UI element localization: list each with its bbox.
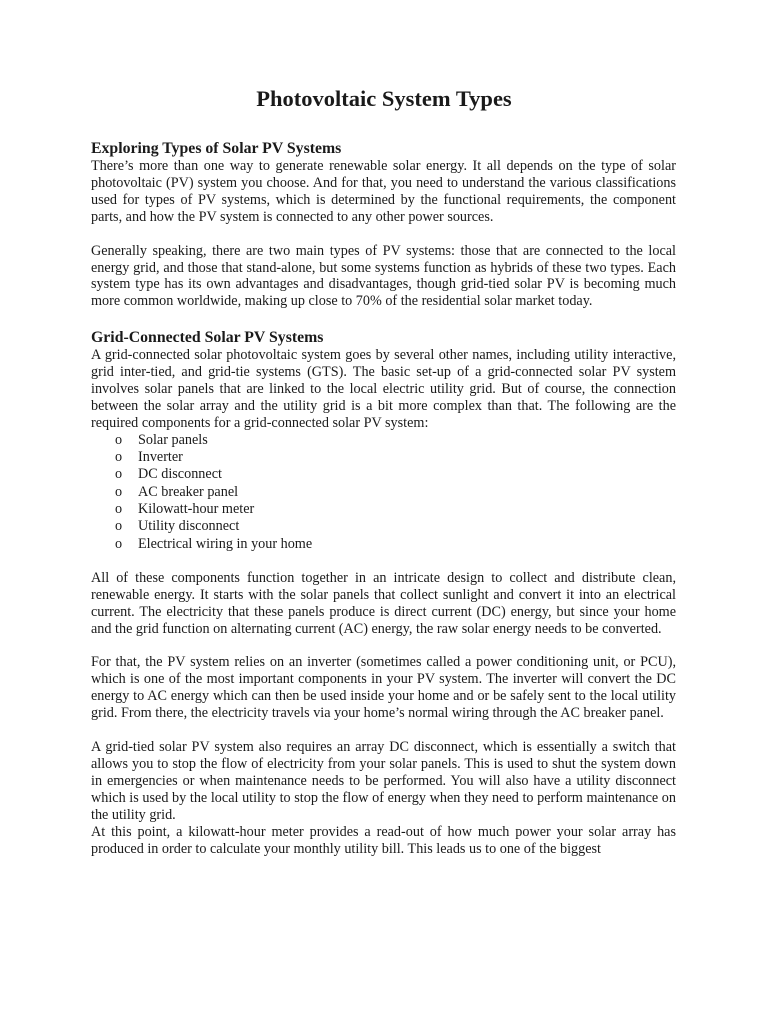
document-title: Photovoltaic System Types: [256, 86, 512, 111]
component-list-item: [91, 449, 676, 466]
paragraph-meter: At this point, a kilowatt-hour meter provides a read-out of how much power your solar array has produced in order to calculate your monthly utility bill. This leads us to one of the biggest: [91, 823, 676, 857]
bullet-marker: o: [115, 500, 123, 517]
paragraph-spacer: [91, 722, 676, 739]
document-body: [91, 140, 676, 857]
component-list-item: [91, 536, 676, 553]
paragraph-spacer: [91, 226, 676, 243]
bullet-marker: o: [115, 466, 123, 483]
paragraph-intro: There’s more than one way to generate renewable solar energy. It all depends on the type of solar photovoltaic (PV) system you choose. And for that, you need to understand the various classifications used for types of PV systems, which is determined by the functional requirements, the component parts, and how the PV system is connected to any other power sources.: [91, 158, 676, 225]
bullet-marker: o: [115, 483, 123, 500]
component-list-item-text: Inverter: [138, 449, 183, 466]
paragraph-spacer: [91, 553, 676, 570]
component-list-item-text: Solar panels: [138, 431, 208, 448]
section-heading-grid-connected: Grid-Connected Solar PV Systems: [91, 329, 324, 347]
paragraph-spacer: [91, 637, 676, 654]
component-list: [91, 432, 676, 553]
section-spacer: [91, 310, 676, 329]
bullet-marker: o: [115, 535, 123, 552]
component-list-item-text: DC disconnect: [138, 466, 222, 483]
component-list-item: [91, 432, 676, 449]
paragraph-types-overview: Generally speaking, there are two main types of PV systems: those that are connected to the local energy grid, and those that stand-alone, but some systems function as hybrids of these two types. Each system type has its own advantages and disadvantages, though grid-tied solar PV is becoming much more common worldwide, making up close to 70% of the residential solar market today.: [91, 242, 676, 310]
paragraph-disconnect: A grid-tied solar PV system also requires an array DC disconnect, which is essentially a switch that allows you to stop the flow of electricity from your solar panels. This is used to shut the system down in emergencies or when maintenance needs to be performed. You will also have a utility disconnect which is used by the local utility to stop the flow of energy when they need to perform maintenance on the utility grid.: [91, 739, 676, 823]
component-list-item-text: Kilowatt-hour meter: [138, 500, 255, 517]
component-list-item: [91, 501, 676, 518]
component-list-item: [91, 518, 676, 535]
paragraph-components-function: All of these components function together in an intricate design to collect and distribute clean, renewable energy. It starts with the solar panels that collect sunlight and convert it into an electrical current. The electricity that these panels produce is direct current (DC) energy, but since your home and the grid function on alternating current (AC) energy, the raw solar energy needs to be converted.: [91, 569, 676, 637]
component-list-item-text: AC breaker panel: [138, 483, 239, 500]
component-list-item-text: Electrical wiring in your home: [138, 535, 313, 552]
component-list-item-text: Utility disconnect: [138, 518, 240, 535]
component-list-item: [91, 484, 676, 501]
section-heading-exploring: Exploring Types of Solar PV Systems: [91, 140, 342, 157]
paragraph-inverter: For that, the PV system relies on an inverter (sometimes called a power conditioning unit, or PCU), which is one of the most important components in your PV system. The inverter will convert the DC energy to AC energy which can then be used inside your home and or be safely sent to the local utility grid. From there, the electricity travels via your home’s normal wiring through the AC breaker panel.: [91, 654, 676, 722]
bullet-marker: o: [115, 518, 123, 535]
bullet-marker: o: [115, 431, 123, 448]
paragraph-grid-intro: A grid-connected solar photovoltaic system goes by several other names, including utility interactive, grid inter-tied, and grid-tie systems (GTS). The basic set-up of a grid-connected solar PV system involves solar panels that are linked to the local electric utility grid. But of course, the connection between the solar array and the utility grid is a bit more complex than that. The following are the required components for a grid-connected solar PV system:: [91, 347, 676, 431]
component-list-item: [91, 466, 676, 483]
bullet-marker: o: [115, 449, 123, 466]
